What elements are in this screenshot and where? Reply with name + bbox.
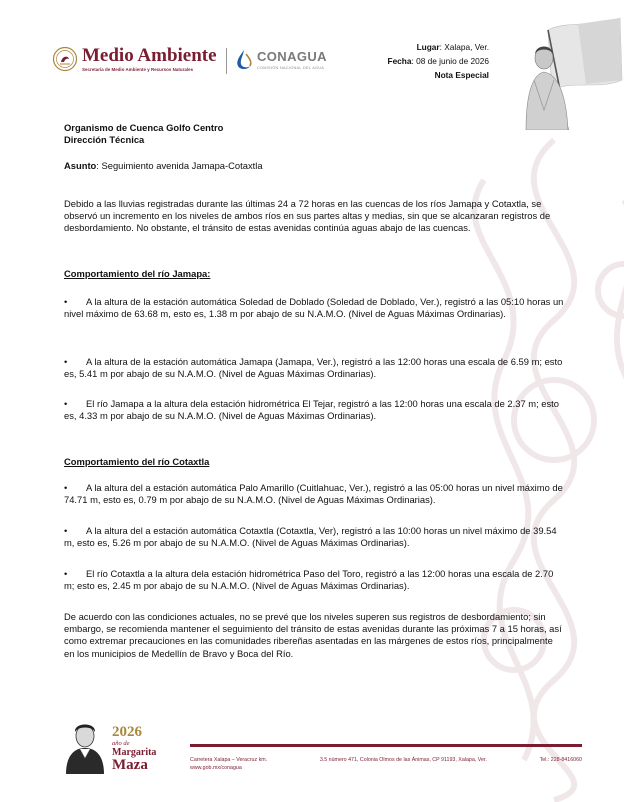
lugar-line (388, 40, 490, 54)
footer-rule (190, 744, 582, 747)
nota-especial: Nota Especial (434, 70, 489, 80)
bullet-marker: • (64, 568, 68, 579)
cotaxtla-bullet-2 (64, 525, 564, 549)
closing-paragraph: De acuerdo con las condiciones actuales, no se prevé que los niveles superen sus registros de desbordamiento; sin embargo, se recomienda mantener el seguimiento del tránsito de estas avenidas durante las próximas 7 a 15 horas, así como extremar precauciones en las comunidades ribereñas asentadas en las márgenes de estos ríos, principalmente en los municipios de Medellín de Bravo y Boca del Río. (64, 611, 562, 659)
footer-name-last: Maza (112, 757, 148, 773)
bullet-text: A la altura del a estación automática Cotaxtla (Cotaxtla, Ver), registró a las 10:00 horas un nivel máximo de 39.54 m, esto es, 5.26 m por abajo de su N.A.M.O. (Nivel de Aguas Máximas Ordinarias). (64, 525, 557, 549)
bullet-marker: • (64, 398, 68, 409)
jamapa-bullet-1 (64, 296, 564, 320)
organismo-name: Organismo de Cuenca Golfo Centro (64, 122, 224, 133)
document-meta (388, 40, 490, 82)
jamapa-bullet-3 (64, 398, 564, 422)
address-part-1: Carretera Xalapa – Veracruz km. (190, 757, 268, 763)
section-cotaxtla-title: Comportamiento del río Cotaxtla (64, 456, 210, 467)
jamapa-bullet-2 (64, 356, 564, 380)
bullet-text: A la altura de la estación automática Soledad de Doblado (Soledad de Doblado, Ver.), registró a las 05:10 horas un nivel máximo de 63.68 m, esto es, 1.38 m por abajo de su N.A.M.O. (Nivel de Aguas Máximas Ordinarias). (64, 296, 564, 320)
logo-divider (226, 48, 227, 74)
bullet-text: El río Cotaxtla a la altura dela estación hidrométrica Paso del Toro, registró a las 12:00 horas una escala de 2.70 m; esto es, 2.45 m por abajo de su N.A.M.O. (Nivel de Aguas Máximas Ordinarias). (64, 568, 554, 592)
medio-ambiente-logo (52, 46, 217, 72)
section-jamapa-title: Comportamiento del río Jamapa: (64, 268, 211, 279)
header-heroine-flag-illustration (508, 10, 624, 130)
conagua-title: CONAGUA (257, 49, 327, 64)
cotaxtla-bullet-1 (64, 482, 564, 506)
direccion-name: Dirección Técnica (64, 134, 145, 146)
bullet-text: A la altura de la estación automática Jamapa (Jamapa, Ver.), registró a las 12:00 horas una escala de 6.59 m; esto es, 5.41 m por abajo de su N.A.M.O. (Nivel de Aguas Máximas Ordinarias). (64, 356, 563, 380)
bullet-marker: • (64, 525, 68, 536)
address-part-3: Tel.: 228-8416060 (539, 757, 582, 763)
bullet-marker: • (64, 296, 68, 307)
asunto-line (64, 160, 564, 172)
conagua-logo (234, 48, 327, 72)
cotaxtla-bullet-3 (64, 568, 564, 592)
conagua-drop-icon (234, 48, 254, 72)
intro-paragraph: Debido a las lluvias registradas durante las últimas 24 a 72 horas en las cuencas de los ríos Jamapa y Cotaxtla, se observó un incremento en los niveles de ambos ríos en sus partes altas y medias, sin que se alcanzaran registros de desbordamiento. No obstante, el tránsito de estas avenidas continúa aguas abajo de las cuencas. (64, 198, 551, 234)
lugar-label: Lugar (416, 42, 440, 52)
bullet-marker: • (64, 482, 68, 493)
footer-address (190, 756, 582, 772)
lugar-value: : Xalapa, Ver. (439, 42, 489, 52)
address-part-2: 3.5 número 471, Colonia Olmos de las Ánimas, CP 91193, Xalapa, Ver. (319, 757, 487, 763)
ano-margarita-maza-brand (112, 725, 156, 773)
footer-name-first: Margarita (112, 747, 157, 758)
footer-ano-de: año de (112, 740, 130, 747)
fecha-value: : 08 de junio de 2026 (411, 56, 489, 66)
margarita-maza-portrait (62, 718, 108, 774)
medio-ambiente-subtitle: Secretaría de Medio Ambiente y Recursos Naturales (82, 67, 194, 72)
bullet-marker: • (64, 356, 68, 367)
bullet-text: El río Jamapa a la altura dela estación hidrométrica El Tejar, registró a las 12:00 horas una escala de 2.37 m; esto es, 4.33 m por abajo de su N.A.M.O. (Nivel de Aguas Máximas Ordinarias). (64, 398, 560, 422)
organismo-block (64, 122, 564, 146)
asunto-value: : Seguimiento avenida Jamapa-Cotaxtla (96, 160, 263, 171)
fecha-line (388, 54, 490, 68)
footer-year: 2026 (112, 724, 142, 740)
medio-ambiente-title: Medio Ambiente (82, 45, 217, 66)
fecha-label: Fecha (387, 56, 412, 66)
conagua-subtitle: COMISIÓN NACIONAL DEL AGUA (257, 66, 325, 70)
mexico-eagle-emblem-icon (52, 46, 78, 72)
bullet-text: A la altura del a estación automática Palo Amarillo (Cuitlahuac, Ver.), registró a las 05:00 horas un nivel máximo de 74.71 m, esto es, 0.79 m por abajo de su N.A.M.O. (Nivel de Aguas Máximas Ordinarias). (64, 482, 563, 506)
footer-website[interactable]: www.gob.mx/conagua (190, 765, 242, 771)
asunto-label: Asunto (64, 160, 97, 171)
